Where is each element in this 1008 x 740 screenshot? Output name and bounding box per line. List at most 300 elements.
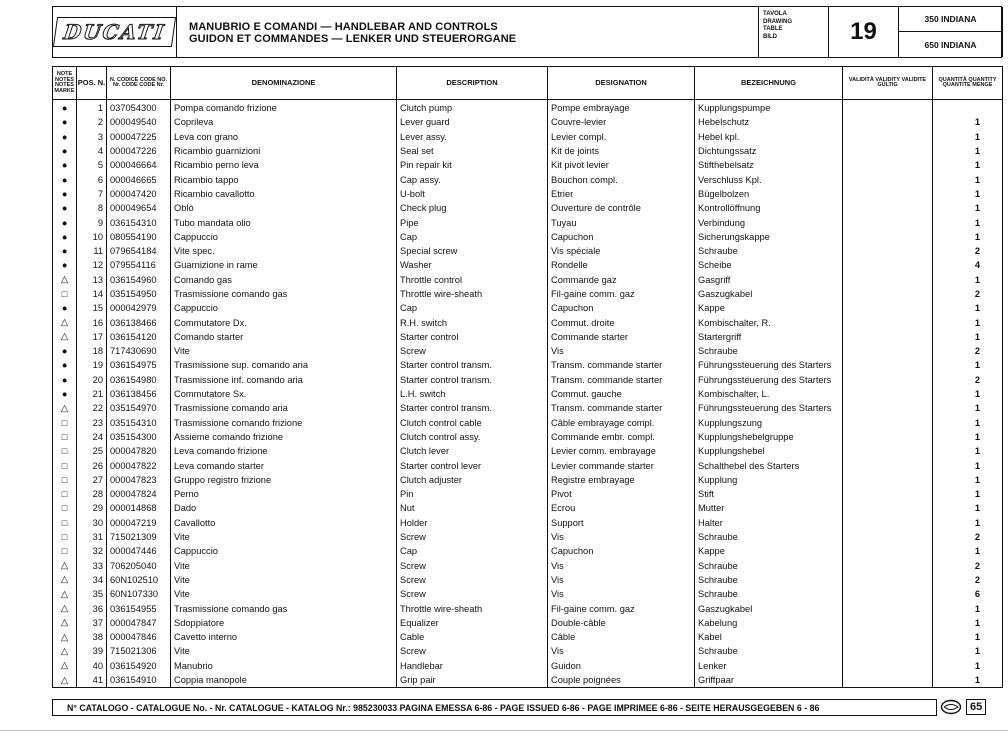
description-cell: Screw (397, 573, 548, 587)
part-code-cell: 036154960 (107, 273, 171, 287)
quantity-cell: 1 (933, 301, 1003, 315)
part-code-cell: 000047847 (107, 616, 171, 630)
description-cell: Throttle wire-sheath (397, 287, 548, 301)
note-mark-cell: ● (53, 130, 77, 144)
denominazione-cell: Commutatore Dx. (171, 315, 397, 329)
designation-cell: Etrier (548, 187, 695, 201)
page-header (52, 6, 1002, 58)
table-row (53, 172, 1003, 186)
note-mark-cell: ● (53, 230, 77, 244)
position-number-cell: 39 (77, 644, 107, 658)
table-row (53, 215, 1003, 229)
table-row (53, 430, 1003, 444)
quantity-cell: 1 (933, 130, 1003, 144)
bezeichnung-cell: Bügelbolzen (695, 187, 843, 201)
quantity-cell: 1 (933, 673, 1003, 688)
note-mark-cell: △ (53, 644, 77, 658)
quantity-cell: 1 (933, 458, 1003, 472)
bezeichnung-cell: Dichtungssatz (695, 144, 843, 158)
position-number-cell: 12 (77, 258, 107, 272)
bezeichnung-cell: Kabel (695, 630, 843, 644)
table-label: BILD (763, 33, 777, 40)
quantity-cell: 1 (933, 544, 1003, 558)
position-number-cell: 29 (77, 501, 107, 515)
note-mark-cell: △ (53, 630, 77, 644)
description-cell: Clutch control cable (397, 416, 548, 430)
quantity-cell: 2 (933, 373, 1003, 387)
model-name: 350 INDIANA (899, 7, 1002, 32)
part-code-cell: 036138456 (107, 387, 171, 401)
part-code-cell: 000042979 (107, 301, 171, 315)
position-number-cell: 2 (77, 115, 107, 129)
part-code-cell: 036154975 (107, 358, 171, 372)
quantity-cell: 1 (933, 487, 1003, 501)
validity-cell (843, 258, 933, 272)
position-number-cell: 19 (77, 358, 107, 372)
description-cell: Check plug (397, 201, 548, 215)
position-number-cell: 10 (77, 230, 107, 244)
note-mark-cell: △ (53, 659, 77, 673)
denominazione-cell: Cavallotto (171, 516, 397, 530)
denominazione-cell: Vite (171, 573, 397, 587)
note-mark-cell: □ (53, 516, 77, 530)
brand-logo-text: DUCATI (62, 20, 167, 44)
description-cell: Clutch pump (397, 100, 548, 116)
quantity-cell: 1 (933, 387, 1003, 401)
position-number-cell: 30 (77, 516, 107, 530)
validity-cell (843, 130, 933, 144)
part-code-cell: 60N102510 (107, 573, 171, 587)
description-cell: Throttle control (397, 273, 548, 287)
table-row (53, 559, 1003, 573)
validity-cell (843, 172, 933, 186)
note-mark-cell: □ (53, 530, 77, 544)
denominazione-cell: Manubrio (171, 659, 397, 673)
validity-cell (843, 344, 933, 358)
validity-cell (843, 187, 933, 201)
col-note (53, 67, 77, 100)
bezeichnung-cell: Hebel kpl. (695, 130, 843, 144)
designation-cell: Levier compl. (548, 130, 695, 144)
denominazione-cell: Vite (171, 587, 397, 601)
col-code-label: N. CODICE CODE NO. Nr. CODE CODE Nr. (109, 76, 168, 88)
designation-cell: Vis (548, 530, 695, 544)
denominazione-cell: Oblò (171, 201, 397, 215)
note-mark-cell: △ (53, 273, 77, 287)
bezeichnung-cell: Mutter (695, 501, 843, 515)
denominazione-cell: Coprileva (171, 115, 397, 129)
bezeichnung-cell: Stift (695, 487, 843, 501)
designation-cell: Vis spéciale (548, 244, 695, 258)
position-number-cell: 35 (77, 587, 107, 601)
part-code-cell: 000047820 (107, 444, 171, 458)
table-row (53, 444, 1003, 458)
table-row (53, 130, 1003, 144)
bezeichnung-cell: Gaszugkabel (695, 601, 843, 615)
designation-cell: Fil-gaine comm. gaz (548, 287, 695, 301)
quantity-cell: 1 (933, 172, 1003, 186)
denominazione-cell: Vite (171, 530, 397, 544)
denominazione-cell: Trasmissione comando frizione (171, 416, 397, 430)
part-code-cell: 079654184 (107, 244, 171, 258)
designation-cell: Ecrou (548, 501, 695, 515)
bezeichnung-cell: Kappe (695, 301, 843, 315)
part-code-cell: 036154980 (107, 373, 171, 387)
denominazione-cell: Ricambio perno leva (171, 158, 397, 172)
bezeichnung-cell: Kontrollöffnung (695, 201, 843, 215)
designation-cell: Câble embrayage compl. (548, 416, 695, 430)
bezeichnung-cell: Kombischalter, R. (695, 315, 843, 329)
designation-cell: Vis (548, 559, 695, 573)
note-mark-cell: □ (53, 287, 77, 301)
validity-cell (843, 315, 933, 329)
quantity-cell: 1 (933, 516, 1003, 530)
part-code-cell: 000046665 (107, 172, 171, 186)
designation-cell: Pivot (548, 487, 695, 501)
table-row (53, 616, 1003, 630)
designation-cell: Vis (548, 573, 695, 587)
part-code-cell: 000049654 (107, 201, 171, 215)
bezeichnung-cell: Schraube (695, 344, 843, 358)
page-number-block (940, 697, 1002, 717)
quantity-cell: 1 (933, 659, 1003, 673)
position-number-cell: 16 (77, 315, 107, 329)
position-number-cell: 38 (77, 630, 107, 644)
description-cell: Lever guard (397, 115, 548, 129)
position-number-cell: 23 (77, 416, 107, 430)
quantity-cell: 1 (933, 144, 1003, 158)
description-cell: Starter control transm. (397, 358, 548, 372)
validity-cell (843, 115, 933, 129)
part-code-cell: 036154310 (107, 215, 171, 229)
quantity-cell: 2 (933, 559, 1003, 573)
note-mark-cell: ● (53, 387, 77, 401)
note-mark-cell: ● (53, 344, 77, 358)
bezeichnung-cell: Schraube (695, 559, 843, 573)
description-cell: Special screw (397, 244, 548, 258)
table-row (53, 244, 1003, 258)
position-number-cell: 5 (77, 158, 107, 172)
description-cell: Screw (397, 559, 548, 573)
position-number-cell: 1 (77, 100, 107, 116)
part-code-cell: 035154970 (107, 401, 171, 415)
bezeichnung-cell: Kombischalter, L. (695, 387, 843, 401)
denominazione-cell: Trasmissione comando aria (171, 401, 397, 415)
quantity-cell: 1 (933, 401, 1003, 415)
note-mark-cell: △ (53, 559, 77, 573)
table-row (53, 187, 1003, 201)
validity-cell (843, 201, 933, 215)
quantity-cell: 2 (933, 530, 1003, 544)
parts-table (52, 66, 1003, 688)
description-cell: Clutch control assy. (397, 430, 548, 444)
quantity-cell: 1 (933, 330, 1003, 344)
quantity-cell: 1 (933, 358, 1003, 372)
denominazione-cell: Cappuccio (171, 544, 397, 558)
denominazione-cell: Ricambio tappo (171, 172, 397, 186)
table-row (53, 416, 1003, 430)
denominazione-cell: Tubo mandata olio (171, 215, 397, 229)
table-row (53, 387, 1003, 401)
designation-cell: Levier commande starter (548, 458, 695, 472)
validity-cell (843, 544, 933, 558)
designation-cell: Tuyau (548, 215, 695, 229)
part-code-cell: 000047824 (107, 487, 171, 501)
validity-cell (843, 416, 933, 430)
col-designation: DESIGNATION (548, 67, 695, 100)
denominazione-cell: Leva con grano (171, 130, 397, 144)
title-line-1: MANUBRIO E COMANDI — HANDLEBAR AND CONTROLS (189, 21, 498, 33)
denominazione-cell: Vite (171, 344, 397, 358)
part-code-cell: 037054300 (107, 100, 171, 116)
position-number-cell: 6 (77, 172, 107, 186)
part-code-cell: 000014868 (107, 501, 171, 515)
part-code-cell: 079554116 (107, 258, 171, 272)
table-header-row (53, 67, 1003, 100)
bezeichnung-cell: Schraube (695, 573, 843, 587)
note-mark-cell: ● (53, 158, 77, 172)
designation-cell: Support (548, 516, 695, 530)
note-mark-cell: △ (53, 330, 77, 344)
validity-cell (843, 358, 933, 372)
position-number-cell: 34 (77, 573, 107, 587)
bezeichnung-cell: Kupplung (695, 473, 843, 487)
validity-cell (843, 501, 933, 515)
designation-cell: Rondelle (548, 258, 695, 272)
note-mark-cell: □ (53, 487, 77, 501)
validity-cell (843, 601, 933, 615)
denominazione-cell: Assieme comando frizione (171, 430, 397, 444)
validity-cell (843, 487, 933, 501)
table-row (53, 587, 1003, 601)
description-cell: Nut (397, 501, 548, 515)
quantity-cell: 6 (933, 587, 1003, 601)
designation-cell: Câble (548, 630, 695, 644)
bezeichnung-cell: Startergriff (695, 330, 843, 344)
denominazione-cell: Vite (171, 559, 397, 573)
denominazione-cell: Comando gas (171, 273, 397, 287)
denominazione-cell: Pompa comando frizione (171, 100, 397, 116)
validity-cell (843, 458, 933, 472)
part-code-cell: 035154300 (107, 430, 171, 444)
part-code-cell: 000047846 (107, 630, 171, 644)
part-code-cell: 717430690 (107, 344, 171, 358)
table-row (53, 601, 1003, 615)
quantity-cell: 1 (933, 230, 1003, 244)
bezeichnung-cell: Kupplungshebel (695, 444, 843, 458)
table-row (53, 201, 1003, 215)
description-cell: Handlebar (397, 659, 548, 673)
note-mark-cell: □ (53, 416, 77, 430)
position-number-cell: 20 (77, 373, 107, 387)
table-row (53, 473, 1003, 487)
quantity-cell: 1 (933, 187, 1003, 201)
designation-cell: Fil-gaine comm. gaz (548, 601, 695, 615)
quantity-cell: 2 (933, 344, 1003, 358)
position-number-cell: 31 (77, 530, 107, 544)
bezeichnung-cell: Kupplungshebelgruppe (695, 430, 843, 444)
quantity-cell: 2 (933, 573, 1003, 587)
position-number-cell: 26 (77, 458, 107, 472)
bezeichnung-cell: Halter (695, 516, 843, 530)
designation-cell: Transm. commande starter (548, 373, 695, 387)
position-number-cell: 13 (77, 273, 107, 287)
designation-cell: Vis (548, 644, 695, 658)
description-cell: Seal set (397, 144, 548, 158)
denominazione-cell: Perno (171, 487, 397, 501)
table-row (53, 115, 1003, 129)
denominazione-cell: Leva comando starter (171, 458, 397, 472)
position-number-cell: 15 (77, 301, 107, 315)
bezeichnung-cell: Gaszugkabel (695, 287, 843, 301)
quantity-cell: 2 (933, 244, 1003, 258)
designation-cell: Ouverture de contrôle (548, 201, 695, 215)
note-mark-cell: △ (53, 401, 77, 415)
bezeichnung-cell: Lenker (695, 659, 843, 673)
position-number-cell: 40 (77, 659, 107, 673)
designation-cell: Pompe embrayage (548, 100, 695, 116)
designation-cell: Vis (548, 587, 695, 601)
table-label: TAVOLA (763, 11, 787, 17)
note-mark-cell: □ (53, 430, 77, 444)
designation-cell: Commande starter (548, 330, 695, 344)
part-code-cell: 000049540 (107, 115, 171, 129)
note-mark-cell: △ (53, 315, 77, 329)
table-row (53, 301, 1003, 315)
table-row (53, 573, 1003, 587)
position-number-cell: 41 (77, 673, 107, 688)
description-cell: R.H. switch (397, 315, 548, 329)
col-quantity (933, 67, 1003, 100)
title-line-2: GUIDON ET COMMANDES — LENKER UND STEUERORGANE (189, 33, 517, 45)
description-cell: Screw (397, 344, 548, 358)
denominazione-cell: Sdoppiatore (171, 616, 397, 630)
quantity-cell: 1 (933, 430, 1003, 444)
validity-cell (843, 473, 933, 487)
col-denominazione: DENOMINAZIONE (171, 67, 397, 100)
header-title (177, 7, 759, 57)
note-mark-cell: □ (53, 444, 77, 458)
part-code-cell: 035154310 (107, 416, 171, 430)
quantity-cell: 1 (933, 616, 1003, 630)
description-cell: Cap assy. (397, 172, 548, 186)
table-row (53, 544, 1003, 558)
validity-cell (843, 273, 933, 287)
position-number-cell: 27 (77, 473, 107, 487)
note-mark-cell: ● (53, 187, 77, 201)
designation-cell: Double-câble (548, 616, 695, 630)
designation-cell: Guidon (548, 659, 695, 673)
bezeichnung-cell: Hebelschutz (695, 115, 843, 129)
description-cell: Cable (397, 630, 548, 644)
quantity-cell: 1 (933, 115, 1003, 129)
note-mark-cell: □ (53, 544, 77, 558)
position-number-cell: 4 (77, 144, 107, 158)
quantity-cell: 1 (933, 201, 1003, 215)
table-row (53, 273, 1003, 287)
note-mark-cell: ● (53, 244, 77, 258)
part-code-cell: 035154950 (107, 287, 171, 301)
designation-cell: Kit de joints (548, 144, 695, 158)
designation-cell: Couple poignées (548, 673, 695, 688)
part-code-cell: 000047446 (107, 544, 171, 558)
note-mark-cell: □ (53, 473, 77, 487)
note-mark-cell: □ (53, 501, 77, 515)
col-pos (77, 67, 107, 100)
position-number-cell: 3 (77, 130, 107, 144)
position-number-cell: 22 (77, 401, 107, 415)
quantity-cell: 1 (933, 473, 1003, 487)
table-row (53, 258, 1003, 272)
description-cell: Clutch lever (397, 444, 548, 458)
validity-cell (843, 230, 933, 244)
validity-cell (843, 587, 933, 601)
table-row (53, 530, 1003, 544)
validity-cell (843, 158, 933, 172)
note-mark-cell: ● (53, 100, 77, 116)
brand-logo (53, 17, 177, 47)
note-mark-cell: ● (53, 358, 77, 372)
part-code-cell: 60N107330 (107, 587, 171, 601)
note-mark-cell: △ (53, 673, 77, 688)
bezeichnung-cell: Verschluss Kpl. (695, 172, 843, 186)
part-code-cell: 715021309 (107, 530, 171, 544)
description-cell: Grip pair (397, 673, 548, 688)
note-mark-cell: ● (53, 144, 77, 158)
quantity-cell: 1 (933, 158, 1003, 172)
designation-cell: Vis (548, 344, 695, 358)
col-validity-label: VALIDITÀ VALIDITY VALIDITE GÜLTIG (848, 76, 927, 88)
denominazione-cell: Ricambio cavallotto (171, 187, 397, 201)
validity-cell (843, 401, 933, 415)
validity-cell (843, 616, 933, 630)
quantity-cell: 1 (933, 416, 1003, 430)
validity-cell (843, 100, 933, 116)
bezeichnung-cell: Stifthebelsatz (695, 158, 843, 172)
position-number-cell: 18 (77, 344, 107, 358)
denominazione-cell: Gruppo registro frizione (171, 473, 397, 487)
table-row (53, 487, 1003, 501)
designation-cell: Commande embr. compl. (548, 430, 695, 444)
brand-logo-cell (53, 7, 177, 57)
description-cell: Screw (397, 644, 548, 658)
designation-cell: Bouchon compl. (548, 172, 695, 186)
catalog-footer: N° CATALOGO - CATALOGUE No. - Nr. CATALOGUE - KATALOG Nr.: 985230033 PAGINA EMESSA 6-86 - PAGE ISSUED 6-86 - PAGE IMPRIMEE 6-86 - SEITE HERAUSGEGEBEN 6 - 86 (52, 699, 937, 716)
quantity-cell: 1 (933, 444, 1003, 458)
table-row (53, 100, 1003, 116)
quantity-cell: 1 (933, 273, 1003, 287)
table-label: DRAWING (763, 18, 792, 25)
table-row (53, 344, 1003, 358)
position-number-cell: 21 (77, 387, 107, 401)
quantity-cell: 1 (933, 315, 1003, 329)
quantity-cell (933, 100, 1003, 116)
part-code-cell: 000047226 (107, 144, 171, 158)
bottom-rule (0, 730, 1008, 731)
part-code-cell: 036138466 (107, 315, 171, 329)
description-cell: Starter control lever (397, 458, 548, 472)
table-row (53, 315, 1003, 329)
part-code-cell: 036154910 (107, 673, 171, 688)
denominazione-cell: Vite spec. (171, 244, 397, 258)
description-cell: Cap (397, 301, 548, 315)
validity-cell (843, 644, 933, 658)
denominazione-cell: Trasmissione inf. comando aria (171, 373, 397, 387)
part-code-cell: 706205040 (107, 559, 171, 573)
description-cell: Starter control (397, 330, 548, 344)
col-bezeichnung: BEZEICHNUNG (695, 67, 843, 100)
denominazione-cell: Dado (171, 501, 397, 515)
